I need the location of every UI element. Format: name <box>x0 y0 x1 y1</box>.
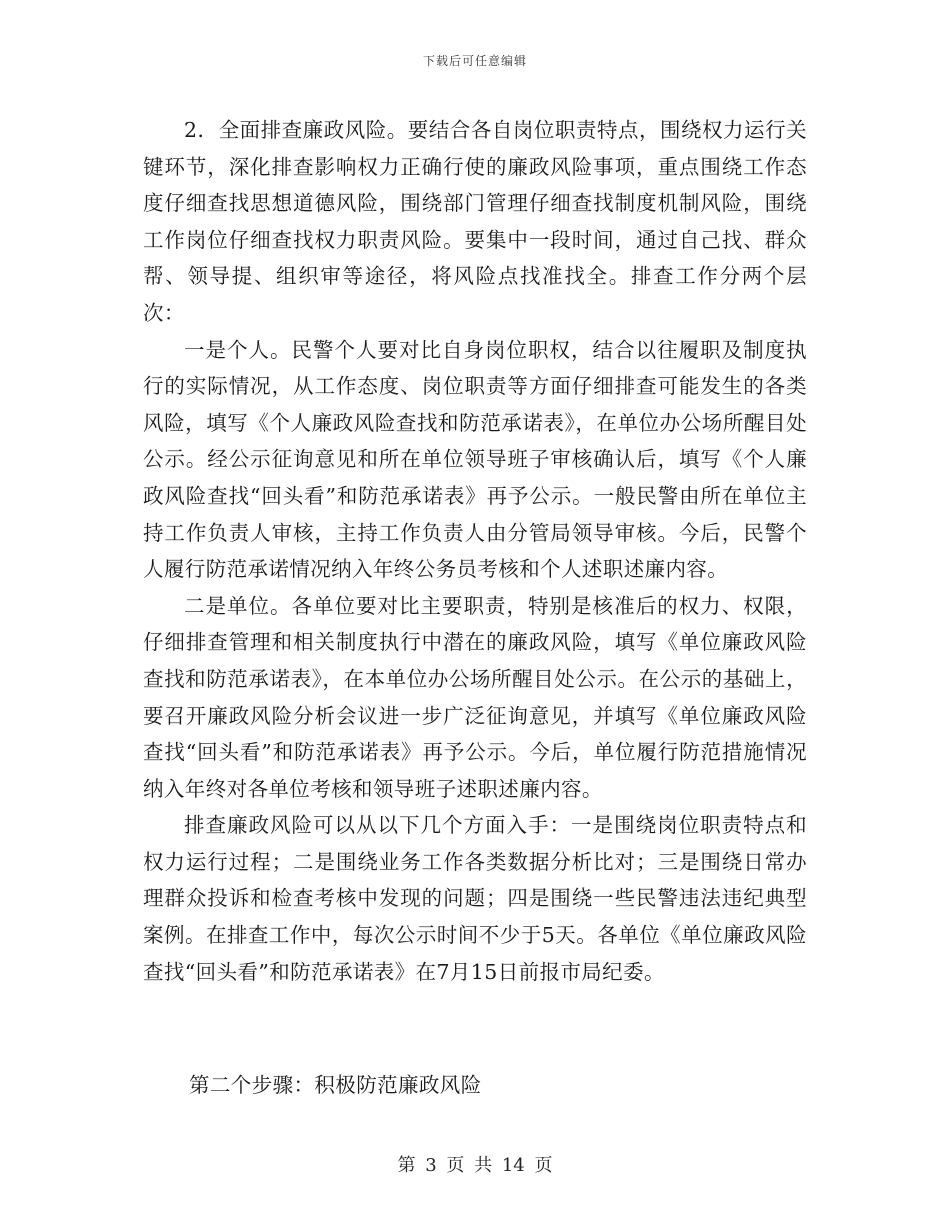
paragraph-unit: 二是单位。各单位要对比主要职责，特别是核准后的权力、权限，仔细排查管理和相关制度执行中潜在的廉政风险，填写《单位廉政风险查找和防范承诺表》，在本单位办公场所醒目处公示。在公示的基础上，要召开廉政风险分析会议进一步广泛征询意见，并填写《单位廉政风险查找“回头看”和防范承诺表》再予公示。今后，单位履行防范措施情况纳入年终对各单位考核和领导班子述职述廉内容。 <box>143 593 807 801</box>
paragraph-individual: 一是个人。民警个人要对比自身岗位职权，结合以往履职及制度执行的实际情况，从工作态度、岗位职责等方面仔细排查可能发生的各类风险，填写《个人廉政风险查找和防范承诺表》，在单位办公场所醒目处公示。经公示征询意见和所在单位领导班子审核确认后，填写《个人廉政风险查找“回头看”和防范承诺表》再予公示。一般民警由所在单位主持工作负责人审核，主持工作负责人由分管局领导审核。今后，民警个人履行防范承诺情况纳入年终公务员考核和个人述职述廉内容。 <box>143 337 807 582</box>
paragraph-risk-investigation: 2．全面排查廉政风险。要结合各自岗位职责特点，围绕权力运行关键环节，深化排查影响权力正确行使的廉政风险事项，重点围绕工作态度仔细查找思想道德风险，围绕部门管理仔细查找制度机制风险，围绕工作岗位仔细查找权力职责风险。要集中一段时间，通过自己找、群众帮、领导提、组织审等途径，将风险点找准找全。排查工作分两个层次： <box>143 118 807 325</box>
step-heading: 第二个步骤：积极防范廉政风险 <box>189 1073 482 1097</box>
page-number: 第 3 页 共 14 页 <box>397 1155 553 1176</box>
header-note: 下载后可任意编辑 <box>422 54 527 68</box>
body-text <box>143 112 807 990</box>
paragraph-approaches: 排查廉政风险可以从以下几个方面入手：一是围绕岗位职责特点和权力运行过程；二是围绕业务工作各类数据分析比对；三是围绕日常办理群众投诉和检查考核中发现的问题；四是围绕一些民警违法违纪典型案例。在排查工作中，每次公示时间不少于5天。各单位《单位廉政风险查找“回头看”和防范承诺表》在7月15日前报市局纪委。 <box>143 813 807 984</box>
